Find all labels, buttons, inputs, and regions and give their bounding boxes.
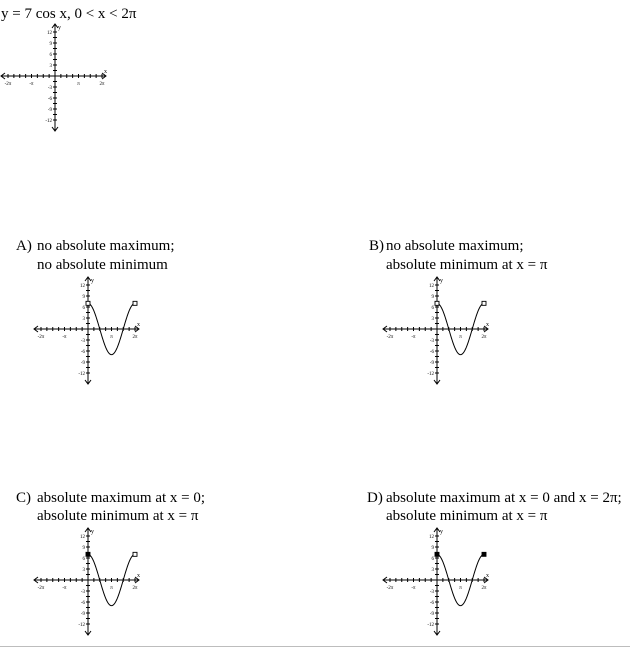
x-tick-label: 2π — [481, 586, 487, 591]
x-axis-label: x — [137, 322, 140, 328]
open-endpoint — [133, 552, 137, 556]
x-tick-label: π — [77, 82, 80, 87]
x-axis-label: x — [104, 69, 107, 75]
question-text: y = 7 cos x, 0 < x < 2π — [1, 6, 137, 22]
y-tick-label: 12 — [47, 31, 52, 36]
x-axis-label: x — [486, 573, 489, 579]
y-tick-label: -9 — [429, 612, 434, 617]
closed-endpoint — [435, 552, 439, 556]
option-a-line2: no absolute minimum — [37, 257, 168, 273]
x-tick-label: 2π — [132, 335, 138, 340]
x-tick-label: -2π — [386, 335, 394, 340]
x-tick-label: -π — [411, 335, 416, 340]
y-tick-label: -3 — [80, 590, 85, 595]
y-tick-label: 12 — [80, 535, 85, 540]
x-tick-label: -π — [62, 586, 67, 591]
open-endpoint — [482, 301, 486, 305]
option-c-line2: absolute minimum at x = π — [37, 508, 199, 524]
y-tick-label: -3 — [80, 339, 85, 344]
y-axis-label: y — [91, 529, 94, 535]
y-tick-label: 6 — [82, 306, 85, 311]
option-d-graph — [382, 526, 492, 638]
y-tick-label: -12 — [427, 623, 434, 628]
option-c-line1: absolute maximum at x = 0; — [37, 490, 206, 506]
option-d-line1: absolute maximum at x = 0 and x = 2π; — [386, 490, 622, 506]
y-tick-label: -9 — [80, 361, 85, 366]
option-b-letter: B) — [369, 238, 384, 254]
y-axis-label: y — [58, 25, 61, 31]
option-b-line2: absolute minimum at x = π — [386, 257, 548, 273]
question-graph — [0, 22, 110, 134]
x-tick-label: 2π — [481, 335, 487, 340]
page-bottom-rule — [0, 646, 630, 647]
y-tick-label: -6 — [80, 350, 85, 355]
x-tick-label: -π — [411, 586, 416, 591]
y-tick-label: 3 — [82, 317, 85, 322]
option-a-line1: no absolute maximum; — [37, 238, 175, 254]
y-tick-label: 3 — [82, 568, 85, 573]
option-c-graph — [33, 526, 143, 638]
open-endpoint — [133, 301, 137, 305]
y-tick-label: -3 — [47, 86, 52, 91]
y-tick-label: 9 — [82, 295, 85, 300]
y-tick-label: 6 — [431, 557, 434, 562]
y-tick-label: -12 — [78, 372, 85, 377]
y-tick-label: 9 — [82, 546, 85, 551]
x-tick-label: 2π — [99, 82, 105, 87]
x-tick-label: -2π — [386, 586, 394, 591]
y-tick-label: -12 — [78, 623, 85, 628]
x-tick-label: π — [459, 586, 462, 591]
x-axis-label: x — [137, 573, 140, 579]
y-tick-label: -9 — [429, 361, 434, 366]
y-tick-label: -9 — [80, 612, 85, 617]
closed-endpoint — [482, 552, 486, 556]
option-a-letter: A) — [16, 238, 32, 254]
option-b-line1: no absolute maximum; — [386, 238, 524, 254]
y-tick-label: 9 — [431, 546, 434, 551]
x-tick-label: -π — [29, 82, 34, 87]
y-tick-label: -6 — [429, 350, 434, 355]
option-b-graph — [382, 275, 492, 387]
y-axis-label: y — [91, 278, 94, 284]
y-tick-label: 6 — [431, 306, 434, 311]
option-c-letter: C) — [16, 490, 31, 506]
x-tick-label: 2π — [132, 586, 138, 591]
x-tick-label: π — [459, 335, 462, 340]
y-tick-label: 6 — [49, 53, 52, 58]
open-endpoint — [435, 301, 439, 305]
y-tick-label: -6 — [80, 601, 85, 606]
y-tick-label: -9 — [47, 108, 52, 113]
x-axis-label: x — [486, 322, 489, 328]
y-tick-label: -12 — [45, 119, 52, 124]
y-tick-label: 9 — [431, 295, 434, 300]
closed-endpoint — [86, 552, 90, 556]
option-d-line2: absolute minimum at x = π — [386, 508, 548, 524]
y-tick-label: 12 — [429, 284, 434, 289]
y-axis-label: y — [440, 278, 443, 284]
y-tick-label: 3 — [431, 568, 434, 573]
y-tick-label: 3 — [431, 317, 434, 322]
y-tick-label: 12 — [80, 284, 85, 289]
x-tick-label: -2π — [37, 586, 45, 591]
y-tick-label: -6 — [429, 601, 434, 606]
option-a-graph — [33, 275, 143, 387]
y-tick-label: -3 — [429, 339, 434, 344]
y-tick-label: 9 — [49, 42, 52, 47]
x-tick-label: -2π — [37, 335, 45, 340]
y-tick-label: 6 — [82, 557, 85, 562]
y-tick-label: 12 — [429, 535, 434, 540]
y-tick-label: -3 — [429, 590, 434, 595]
y-tick-label: 3 — [49, 64, 52, 69]
x-tick-label: -π — [62, 335, 67, 340]
y-tick-label: -12 — [427, 372, 434, 377]
y-axis-label: y — [440, 529, 443, 535]
open-endpoint — [86, 301, 90, 305]
y-tick-label: -6 — [47, 97, 52, 102]
x-tick-label: -2π — [4, 82, 12, 87]
option-d-letter: D) — [367, 490, 383, 506]
x-tick-label: π — [110, 586, 113, 591]
x-tick-label: π — [110, 335, 113, 340]
